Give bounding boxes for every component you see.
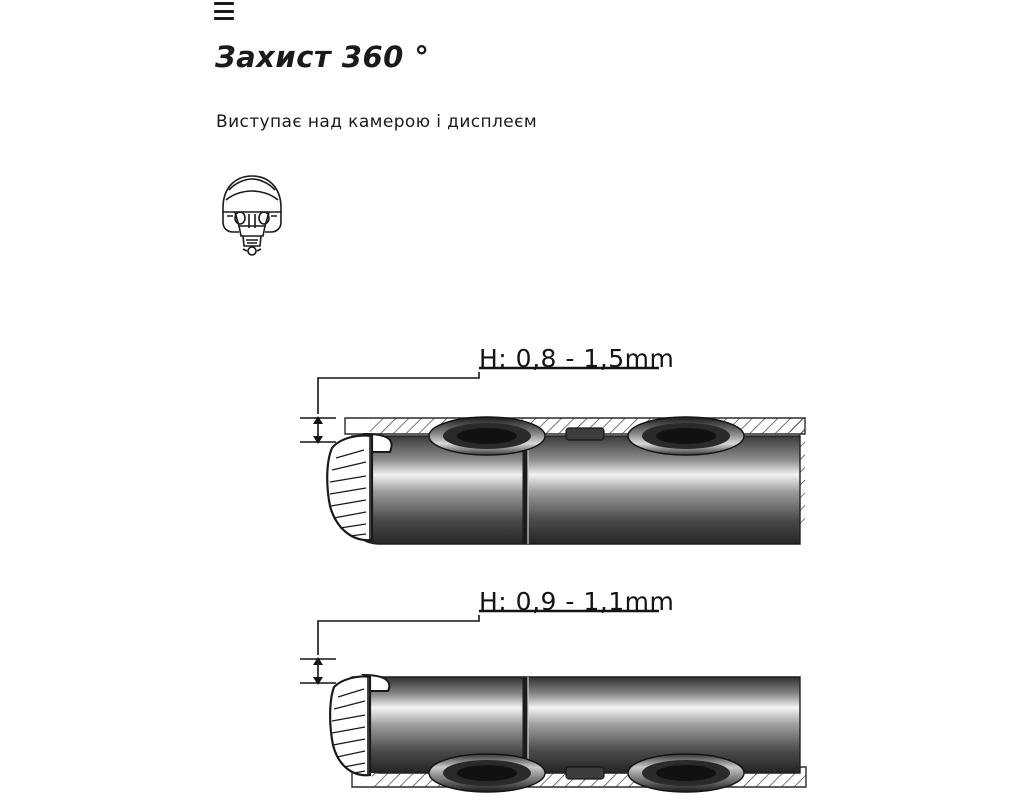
diagram-display-side: [0, 575, 1024, 800]
dimension-label: H: 0,9 - 1,1mm: [479, 587, 675, 616]
hamburger-bar: [214, 10, 234, 13]
dimension-label: H: 0,8 - 1,5mm: [479, 344, 675, 373]
phone-cross-section-display-side: [0, 575, 1024, 800]
hamburger-bar: [214, 17, 234, 20]
stormtrooper-helmet-icon: [213, 170, 291, 256]
page-title: Захист 360 °: [215, 40, 430, 74]
phone-cross-section-camera-side: [0, 330, 1024, 570]
page-subtitle: Виступає над камерою і дисплеєм: [216, 112, 538, 132]
diagram-camera-side: [0, 330, 1024, 570]
hamburger-bar: [214, 2, 234, 5]
hamburger-icon[interactable]: [214, 2, 234, 20]
